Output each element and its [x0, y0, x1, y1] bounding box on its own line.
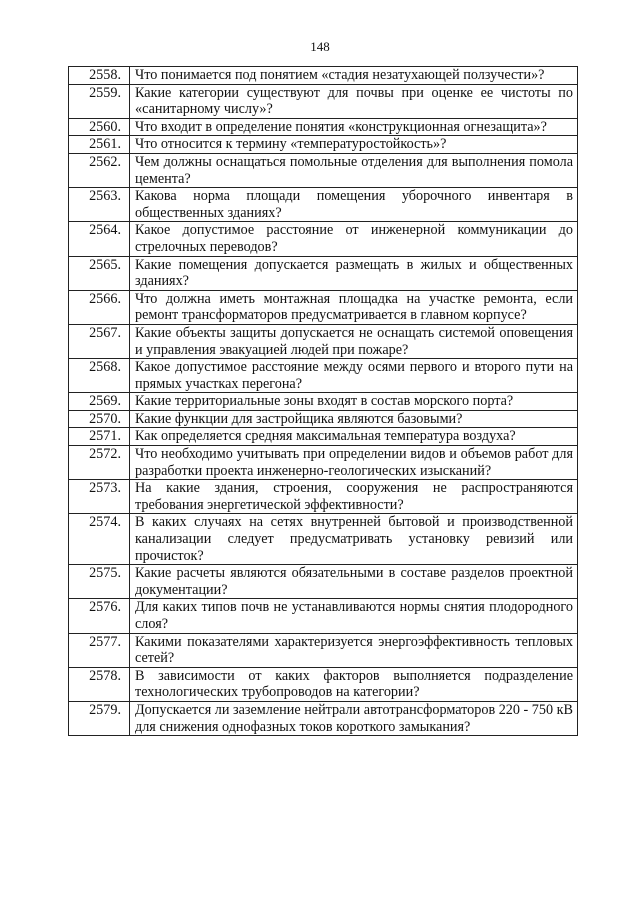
question-text: Какие расчеты являются обязательными в составе разделов проектной документации? — [130, 565, 578, 599]
table-row — [69, 428, 578, 446]
table-row — [69, 393, 578, 411]
table-row — [69, 701, 578, 735]
question-text: Что относится к термину «температуростойкость»? — [130, 136, 578, 154]
table-row — [69, 633, 578, 667]
question-number: 2572. — [69, 446, 130, 480]
question-text: На какие здания, строения, сооружения не распространяются требования энергетической эффективности? — [130, 480, 578, 514]
question-text: Что понимается под понятием «стадия незатухающей ползучести»? — [130, 67, 578, 85]
questions-table — [68, 66, 578, 736]
question-text: Что входит в определение понятия «конструкционная огнезащита»? — [130, 118, 578, 136]
table-row — [69, 410, 578, 428]
table-row — [69, 222, 578, 256]
question-number: 2561. — [69, 136, 130, 154]
table-row — [69, 324, 578, 358]
table-row — [69, 359, 578, 393]
question-text: Какое допустимое расстояние между осями первого и второго пути на прямых участках перегона? — [130, 359, 578, 393]
question-text: Какие помещения допускается размещать в жилых и общественных зданиях? — [130, 256, 578, 290]
question-number: 2570. — [69, 410, 130, 428]
table-row — [69, 565, 578, 599]
question-text: Какие объекты защиты допускается не оснащать системой оповещения и управления эвакуацией людей при пожаре? — [130, 324, 578, 358]
question-number: 2565. — [69, 256, 130, 290]
table-row — [69, 84, 578, 118]
question-number: 2577. — [69, 633, 130, 667]
table-row — [69, 256, 578, 290]
question-text: Какое допустимое расстояние от инженерной коммуникации до стрелочных переводов? — [130, 222, 578, 256]
question-text: Какие функции для застройщика являются базовыми? — [130, 410, 578, 428]
question-number: 2569. — [69, 393, 130, 411]
questions-table-body — [69, 67, 578, 736]
table-row — [69, 599, 578, 633]
question-number: 2566. — [69, 290, 130, 324]
question-text: Как определяется средняя максимальная температура воздуха? — [130, 428, 578, 446]
question-number: 2579. — [69, 701, 130, 735]
question-number: 2568. — [69, 359, 130, 393]
question-number: 2576. — [69, 599, 130, 633]
table-row — [69, 480, 578, 514]
question-number: 2567. — [69, 324, 130, 358]
question-number: 2575. — [69, 565, 130, 599]
question-text: Что необходимо учитывать при определении видов и объемов работ для разработки проекта инженерно-геологических изысканий? — [130, 446, 578, 480]
table-row — [69, 290, 578, 324]
question-number: 2573. — [69, 480, 130, 514]
question-number: 2562. — [69, 153, 130, 187]
table-row — [69, 153, 578, 187]
table-row — [69, 667, 578, 701]
table-row — [69, 188, 578, 222]
question-text: Что должна иметь монтажная площадка на участке ремонта, если ремонт трансформаторов предусматривается в главном корпусе? — [130, 290, 578, 324]
question-text: В зависимости от каких факторов выполняется подразделение технологических трубопроводов на категории? — [130, 667, 578, 701]
table-row — [69, 514, 578, 565]
question-number: 2578. — [69, 667, 130, 701]
page-number: 148 — [310, 39, 330, 54]
question-text: В каких случаях на сетях внутренней бытовой и производственной канализации следует предусматривать установку ревизий или прочисток? — [130, 514, 578, 565]
question-text: Допускается ли заземление нейтрали автотрансформаторов 220 - 750 кВ для снижения однофазных токов короткого замыкания? — [130, 701, 578, 735]
table-row — [69, 67, 578, 85]
question-number: 2558. — [69, 67, 130, 85]
question-number: 2560. — [69, 118, 130, 136]
table-row — [69, 118, 578, 136]
table-row — [69, 136, 578, 154]
question-text: Какие категории существуют для почвы при оценке ее чистоты по «санитарному числу»? — [130, 84, 578, 118]
question-text: Какова норма площади помещения уборочного инвентаря в общественных зданиях? — [130, 188, 578, 222]
question-number: 2559. — [69, 84, 130, 118]
question-number: 2571. — [69, 428, 130, 446]
question-number: 2574. — [69, 514, 130, 565]
question-text: Для каких типов почв не устанавливаются нормы снятия плодородного слоя? — [130, 599, 578, 633]
question-number: 2564. — [69, 222, 130, 256]
question-text: Чем должны оснащаться помольные отделения для выполнения помола цемента? — [130, 153, 578, 187]
question-text: Какие территориальные зоны входят в состав морского порта? — [130, 393, 578, 411]
question-number: 2563. — [69, 188, 130, 222]
table-row — [69, 446, 578, 480]
question-text: Какими показателями характеризуется энергоэффективность тепловых сетей? — [130, 633, 578, 667]
